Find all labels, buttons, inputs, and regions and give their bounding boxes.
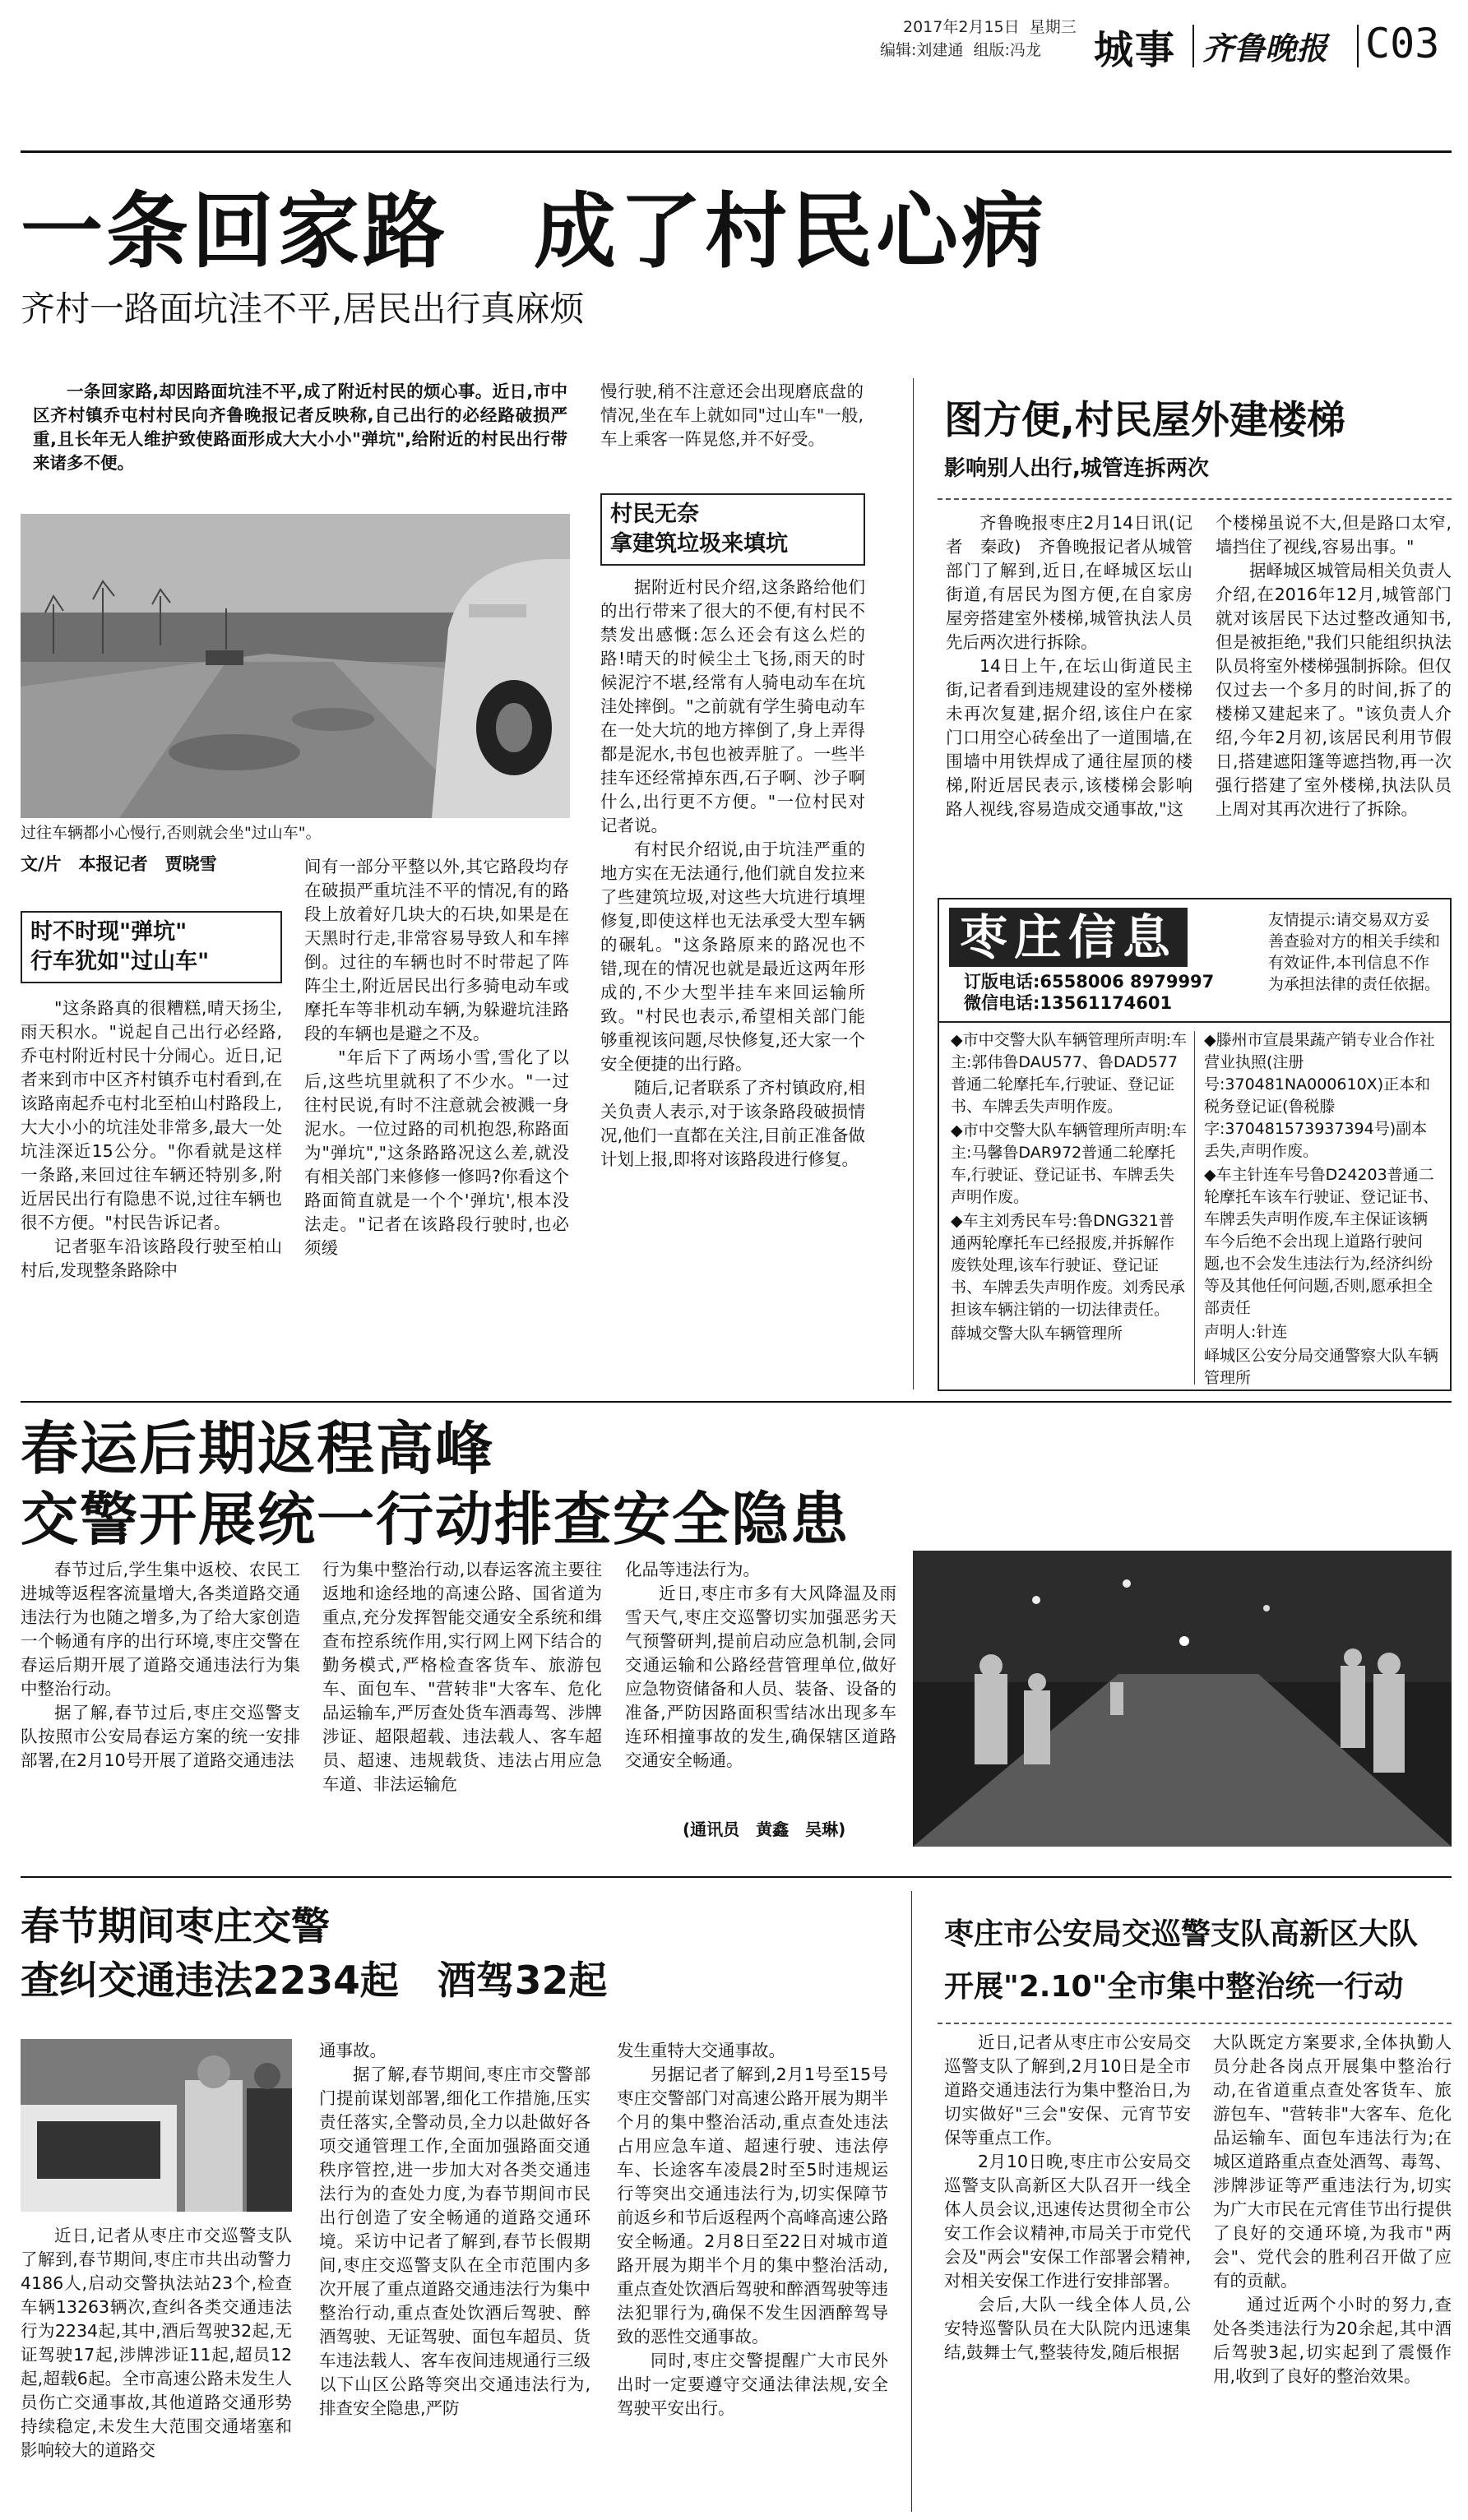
ad-notice: 友情提示:请交易双方妥善查验对方的相关手续和有效证件,本刊信息不作为承担法律的责任依据。 [1268, 911, 1441, 993]
section-rule [21, 1401, 1452, 1403]
ad-order-tel: 订版电话:6558006 8979997 [964, 972, 1215, 992]
story1-col3-para-1: 据附近村民介绍,这条路给他们的出行带来了很大的不便,有村民不禁发出感慨:怎么还会有这么烂的路!晴天的时候尘土飞扬,雨天的时候泥泞不堪,经常有人骑电动车在坑洼处摔倒。"之前就有学生骑电动车在一处大坑的地方摔倒了,身上弄得都是泥水,书包也被弄脏了。一些半挂车还经常掉东西,石子啊、沙子啊什么,出行更不方便。"一位村民对记者说。 [600, 577, 865, 835]
story1-byline: 文/片 本报记者 贾晓雪 [21, 854, 217, 874]
issue-date: 2017年2月15日 [903, 18, 1020, 36]
section-name: 城事 [1094, 27, 1177, 73]
story1-subhead-box-2 [600, 493, 865, 566]
header-divider-2 [1357, 25, 1359, 67]
story1-headline: 一条回家路 成了村民心病 [21, 183, 1047, 280]
ad-item-text: 市中交警大队车辆管理所声明:车主:郭伟鲁DAU577、鲁DAD577普通二轮摩托车,行驶证、登记证书、车牌丢失声明作废。 [951, 1031, 1188, 1116]
story4-column-1 [21, 2224, 292, 2512]
story3-column-3 [625, 1558, 896, 1813]
header-rule [21, 150, 1452, 153]
ad-item: ◆车主刘秀民车号:鲁DNG321普通两轮摩托车已经报废,并拆解作废铁处理,该车行驶证、登记证书、车牌丢失声明作废。刘秀民承担该车辆注销的一切法律责任。 [951, 1212, 1186, 1319]
ad-item: ◆市中交警大队车辆管理所声明:车主:马馨鲁DAR972普通二轮摩托车,行驶证、登记证书、车牌丢失声明作废。 [951, 1121, 1188, 1206]
story4-col3-para-2: 另据记者了解到,2月1号至15号枣庄交警部门对高速公路开展为期半个月的集中整治活动,重点查处违法占用应急车道、超速行驶、违法停车、长途客车凌晨2时至5时违规运行等突出交通违法行为,切实保障节前返乡和节后返程两个高峰高速公路安全畅通。2月8日至22日对城市道路开展为期半个月的集中整治活动,重点查处饮酒后驾驶和醉酒驾驶等违法犯罪行为,确保不发生因酒醉驾导致的恶性交通事故。 [617, 2065, 888, 2347]
story2-dash-rule [938, 498, 1452, 500]
story3-column-1 [21, 1558, 300, 1846]
story4-column-2 [319, 2039, 590, 2512]
issue-date-line [903, 16, 1077, 39]
story2-column-1 [946, 511, 1192, 890]
story1-column-3 [600, 576, 865, 1389]
story4-headline-line-2: 查纠交通违法2234起 酒驾32起 [21, 1958, 608, 2004]
story4-col2-para-2: 据了解,春节期间,枣庄市交警部门提前谋划部署,细化工作措施,压实责任落实,全警动员,全力以赴做好各项交通管理工作,全面加强路面交通秩序管控,进一步加大对各类交通违法行为的查处力度,为春节期间市民出行创造了安全畅通的道路交通环境。采访中记者了解到,春节长假期间,枣庄交巡警支队在全市范围内多次开展了重点道路交通违法行为集中整治行动,重点查处饮酒后驾驶、醉酒驾驶、无证驾驶、面包车超员、货车违法载人、客车夜间违规通行三级以下山区公路等突出交通违法行为,排查安全隐患,严防 [319, 2065, 590, 2418]
story4-col1-para-1: 近日,记者从枣庄市交巡警支队了解到,春节期间,枣庄市共出动警力4186人,启动交警执法站23个,检查车辆13263辆次,查纠各类交通违法行为2234起,其中,酒后驾驶32起,无证驾驶17起,涉牌涉证11起,超员12起,超载6起。全市高速公路未发生人员伤亡交通事故,其他道路交通形势持续稳定,未发生大范围交通堵塞和影响较大的道路交 [21, 2226, 292, 2460]
story1-box2-line1: 村民无奈 [610, 502, 699, 527]
story3-photo [913, 1551, 1452, 1847]
story2-col2-para-2: 据峄城区城管局相关负责人介绍,在2016年12月,城管部门就对该居民下达过整改通知书,但是被拒绝,"我们只能组织执法队员将室外楼梯强制拆除。但仅仅过去一个多月的时间,拆了的楼梯又建起来了。"该负责人介绍,今年2月初,该居民利用节假日,搭建遮阳篷等遮挡物,再一次强行搭建了室外楼梯,执法队员上周对其再次进行了拆除。 [1216, 561, 1452, 819]
story5-col2-para-2: 通过近两个小时的努力,查处各类违法行为20余起,其中酒后驾驶3起,切实起到了震慑作用,收到了良好的整治效果。 [1213, 2295, 1452, 2386]
ad-item-text: 车主刘秀民车号:鲁DNG321普通两轮摩托车已经报废,并拆解作废铁处理,该车行驶证、登记证书、车牌丢失声明作废。刘秀民承担该车辆注销的一切法律责任。 [951, 1212, 1186, 1319]
story5-col2-para-1: 大队既定方案要求,全体执勤人员分赴各岗点开展集中整治行动,在省道重点查处客货车、旅游包车、"营转非"大客车、危化品运输车、面包车违法行为;在城区道路重点查处酒驾、毒驾、涉牌涉证等严重违法行为,切实为广大市民在元宵佳节出行提供了良好的交通环境,为我市"两会"、党代会的胜利召开做了应有的贡献。 [1213, 2032, 1452, 2291]
story1-col3-para-3: 随后,记者联系了齐村镇政府,相关负责人表示,对于该条路段破损情况,他们一直都在关注,目前正准备做计划上报,即将对该路段进行修复。 [600, 1078, 865, 1169]
ad-item: ◆车主针连车号鲁D24203普通二轮摩托车该车行驶证、登记证书、车牌丢失声明作废,车主保证该辆车今后绝不会出现上道路行驶问题,也不会发生违法行为,经济纠纷等及其他任何问题,否则,愿承担全部责任 [1204, 1166, 1439, 1317]
editor-line [880, 39, 1041, 62]
story4-col3-para-1: 发生重特大交通事故。 [617, 2041, 785, 2060]
story1-column-3-top [600, 380, 864, 487]
ad-left-column [951, 1029, 1188, 1347]
ad-item-text: 滕州市宣晨果蔬产销专业合作社营业执照(注册号:370481NA000610X)正本和税务登记证(鲁税滕字:370481573937394号)副本丢失,声明作废。 [1204, 1031, 1435, 1160]
story5-col1-para-2: 2月10日晚,枣庄市公安局交巡警支队高新区大队召开一线全体人员会议,迅速传达贯彻全市公安工作会议精神,市局关于市党代会及"两会"安保工作部署会精神,对相关安保工作进行安排部署。 [944, 2152, 1191, 2291]
story1-column-1 [21, 996, 282, 1391]
story1-box1-line1: 时不时现"弹坑" [30, 919, 188, 945]
story1-box2-line2: 拿建筑垃圾来填坑 [610, 531, 788, 557]
ad-item-text: 市中交警大队车辆管理所声明:车主:马馨鲁DAR972普通二轮摩托车,行驶证、登记证书、车牌丢失声明作废。 [951, 1121, 1188, 1206]
story5-col1-para-1: 近日,记者从枣庄市公安局交巡警支队了解到,2月10日是全市道路交通违法行为集中整治日,为切实做好"三会"安保、元宵节安保等重点工作。 [944, 2032, 1191, 2148]
story1-col2-para-1: 间有一部分平整以外,其它路段均存在破损严重坑洼不平的情况,有的路段上放着好几块大的石块,如果是在天黑时行走,非常容易导致人和车摔倒。过往的车辆也时不时带起了阵阵尘土,附近居民出行多骑电动车或摩托车等非机动车辆,为躲避坑洼路段的车辆也是避之不及。 [304, 857, 569, 1043]
story2-col1-para-2: 14日上午,在坛山街道民主街,记者看到违规建设的室外楼梯未再次复建,据介绍,该住户在家门口用空心砖垒出了一道围墙,在围墙中用铁焊成了通往屋顶的楼梯,附近居民表示,该楼梯会影响路人视线,容易造成交通事故,"这 [946, 656, 1192, 819]
story1-photo-caption: 过往车辆都小心慢行,否则就会坐"过山车"。 [21, 824, 322, 842]
story1-lead [33, 380, 567, 475]
ad-column-divider [1194, 1031, 1195, 1385]
story3-headline-line-1: 春运后期返程高峰 [21, 1415, 494, 1482]
story5-col1-para-3: 会后,大队一线全体人员,公安特巡警队员在大队院内迅速集结,鼓舞士气,整装待发,随后根据 [944, 2295, 1191, 2362]
designer-credit: 组版:冯龙 [973, 41, 1041, 59]
classified-ad-block [938, 898, 1452, 1391]
newspaper-logo: 齐鲁晚报 [1202, 30, 1328, 67]
story1-photo [21, 514, 570, 818]
night-checkpoint-photo [913, 1551, 1452, 1847]
story5-dash-rule [938, 2023, 1452, 2024]
story3-column-2 [322, 1558, 602, 1846]
page-number: C03 [1365, 20, 1440, 67]
story5-column-2 [1213, 2031, 1452, 2512]
story4-photo [21, 2039, 292, 2212]
ad-item-signature: 薛城交警大队车辆管理所 [951, 1325, 1123, 1343]
story2-col2-para-1: 个楼梯虽说不大,但是路口太窄,墙挡住了视线,容易出事。" [1216, 513, 1452, 557]
ad-item-text: 车主针连车号鲁D24203普通二轮摩托车该车行驶证、登记证书、车牌丢失声明作废,车主保证该辆车今后绝不会出现上道路行驶问题,也不会发生违法行为,经济纠纷等及其他任何问题,否则,愿承担全部责任 [1204, 1166, 1439, 1317]
story2-column-2 [1216, 511, 1452, 890]
story1-lead-text: 一条回家路,却因路面坑洼不平,成了附近村民的烦心事。近日,市中区齐村镇乔屯村村民向齐鲁晚报记者反映称,自己出行的必经路破损严重,且长年无人维护致使路面形成大大小小"弹坑",给附近的村民出行带来诸多不便。 [33, 381, 567, 473]
ad-right-column [1204, 1029, 1441, 1391]
story5-column-1 [944, 2031, 1191, 2512]
ad-item-signature: 峄城区公安分局交通警察大队车辆管理所 [1204, 1347, 1439, 1387]
ad-mobile-tel: 微信电话:13561174601 [964, 993, 1173, 1013]
ad-item: ◆市中交警大队车辆管理所声明:车主:郭伟鲁DAU577、鲁DAD577普通二轮摩托车,行驶证、登记证书、车牌丢失声明作废。 [951, 1031, 1188, 1116]
editor-credit: 编辑:刘建通 [880, 41, 964, 59]
section-rule-2 [21, 1876, 1452, 1878]
story3-byline: (通讯员 黄鑫 吴琳) [683, 1819, 846, 1839]
story2-col1-para-1: 齐鲁晚报枣庄2月14日讯(记者 秦政) 齐鲁晚报记者从城管部门了解到,近日,在峄城区坛山街道,有居民为图方便,在自家房屋旁搭建室外楼梯,城管执法人员先后两次进行拆除。 [946, 513, 1192, 652]
ad-item: ◆滕州市宣晨果蔬产销专业合作社营业执照(注册号:370481NA000610X)正本和税务登记证(鲁税滕字:370481573937394号)副本丢失,声明作废。 [1204, 1031, 1435, 1160]
traffic-check-photo [21, 2039, 292, 2212]
story1-col1-para-2: 记者驱车沿该路段行驶至柏山村后,发现整条路除中 [21, 1237, 282, 1280]
story2-headline: 图方便,村民屋外建楼梯 [944, 398, 1345, 443]
story1-col3-para-2: 有村民介绍说,由于坑洼严重的地方实在无法通行,他们就自发拉来了些建筑垃圾,对这些大坑进行填埋修复,即使这样也无法承受大型车辆的碾轧。"这条路原来的路况也不错,现在的情况也就是最近这两年形成的,不少大型半挂车来回运输所致。"村民也表示,希望相关部门能够重视该问题,尽快修复,还大家一个安全便捷的出行路。 [600, 839, 865, 1074]
story5-headline-line-1: 枣庄市公安局交巡警支队高新区大队 [944, 1917, 1419, 1951]
ad-title: 枣庄信息 [959, 909, 1177, 965]
story3-col1-para-1: 春节过后,学生集中返校、农民工进城等返程客流量增大,各类道路交通违法行为也随之增多,为了给大家创造一个畅通有序的出行环境,枣庄交警在春运后期开展了道路交通违法行为集中整治行动。 [21, 1560, 300, 1699]
ad-item-signer: 声明人:针连 [1204, 1323, 1288, 1341]
issue-weekday: 星期三 [1029, 18, 1077, 36]
story1-col1-para-1: "这条路真的很糟糕,晴天扬尘,雨天积水。"说起自己出行必经路,乔屯村附近村民十分闹心。近日,记者来到市中区齐村镇乔屯村看到,在该路南起乔屯村北至柏山村路段上,大大小小的坑洼处非常多,最大一处坑洼深近15公分。"你看就是这样一条路,来回过往车辆还特别多,附近居民出行有隐患不说,过往车辆也很不方便。"村民告诉记者。 [21, 998, 282, 1232]
story1-col2-para-2: "年后下了两场小雪,雪化了以后,这些坑里就积了不少水。"一过往村民说,有时不注意就会被溅一身泥水。一位过路的司机抱怨,称路面为"弹坑","这条路路况这么差,就没有相关部门来修修一修吗?你看这个路面简直就是一个个'弹坑',根本没法走。"记者在该路段行驶时,也必须缓 [304, 1047, 569, 1258]
story3-col2-para-1: 行为集中整治行动,以春运客流主要往返地和途经地的高速公路、国省道为重点,充分发挥智能交通安全系统和缉查布控系统作用,实行网上网下结合的勤务模式,严格检查客货车、旅游包车、面包车、"营转非"大客车、危化品运输车,严厉查处货车酒毒驾、涉牌涉证、超限超载、违法载人、客车超员、超速、违规载货、违法占用应急车道、非法运输危 [322, 1560, 602, 1794]
story3-col3-para-2: 近日,枣庄市多有大风降温及雨雪天气,枣庄交巡警切实加强恶劣天气预警研判,提前启动应急机制,会同交通运输和公路经营管理单位,做好应急物资储备和人员、装备、设备的准备,严防因路面积雪结冰出现多车连环相撞事故的发生,确保辖区道路交通安全畅通。 [625, 1584, 896, 1770]
story1-col3-top-para: 慢行驶,稍不注意还会出现磨底盘的情况,坐在车上就如同"过山车"一般,车上乘客一阵晃悠,并不好受。 [600, 381, 864, 449]
column-separator [913, 378, 914, 1389]
ad-divider [939, 1021, 1450, 1023]
story4-column-3 [617, 2039, 888, 2512]
story1-column-2 [304, 855, 569, 1389]
story1-box1-line2: 行车犹如"过山车" [30, 949, 210, 974]
story1-subhead-box-1 [21, 911, 282, 983]
rural-road-photo [21, 514, 570, 818]
story2-subheadline: 影响别人出行,城管连拆两次 [944, 456, 1209, 481]
story3-col3-para-1: 化品等违法行为。 [625, 1560, 760, 1579]
story5-headline-line-2: 开展"2.10"全市集中整治统一行动 [944, 1970, 1404, 2004]
story4-col3-para-3: 同时,枣庄交警提醒广大市民外出时一定要遵守交通法律法规,安全驾驶平安出行。 [617, 2351, 888, 2418]
header-divider [1192, 25, 1194, 67]
story4-headline-line-1: 春节期间枣庄交警 [21, 1904, 330, 1949]
story3-col1-para-2: 据了解,春节过后,枣庄交巡警支队按照市公安局春运方案的统一安排部署,在2月10号开展了道路交通违法 [21, 1703, 300, 1770]
story1-subheadline: 齐村一路面坑洼不平,居民出行真麻烦 [21, 289, 585, 329]
story4-col2-para-1: 通事故。 [319, 2041, 387, 2060]
story3-headline-line-2: 交警开展统一行动排查安全隐患 [21, 1486, 850, 1553]
ad-title-banner [949, 908, 1188, 967]
column-separator-2 [911, 1891, 912, 2512]
